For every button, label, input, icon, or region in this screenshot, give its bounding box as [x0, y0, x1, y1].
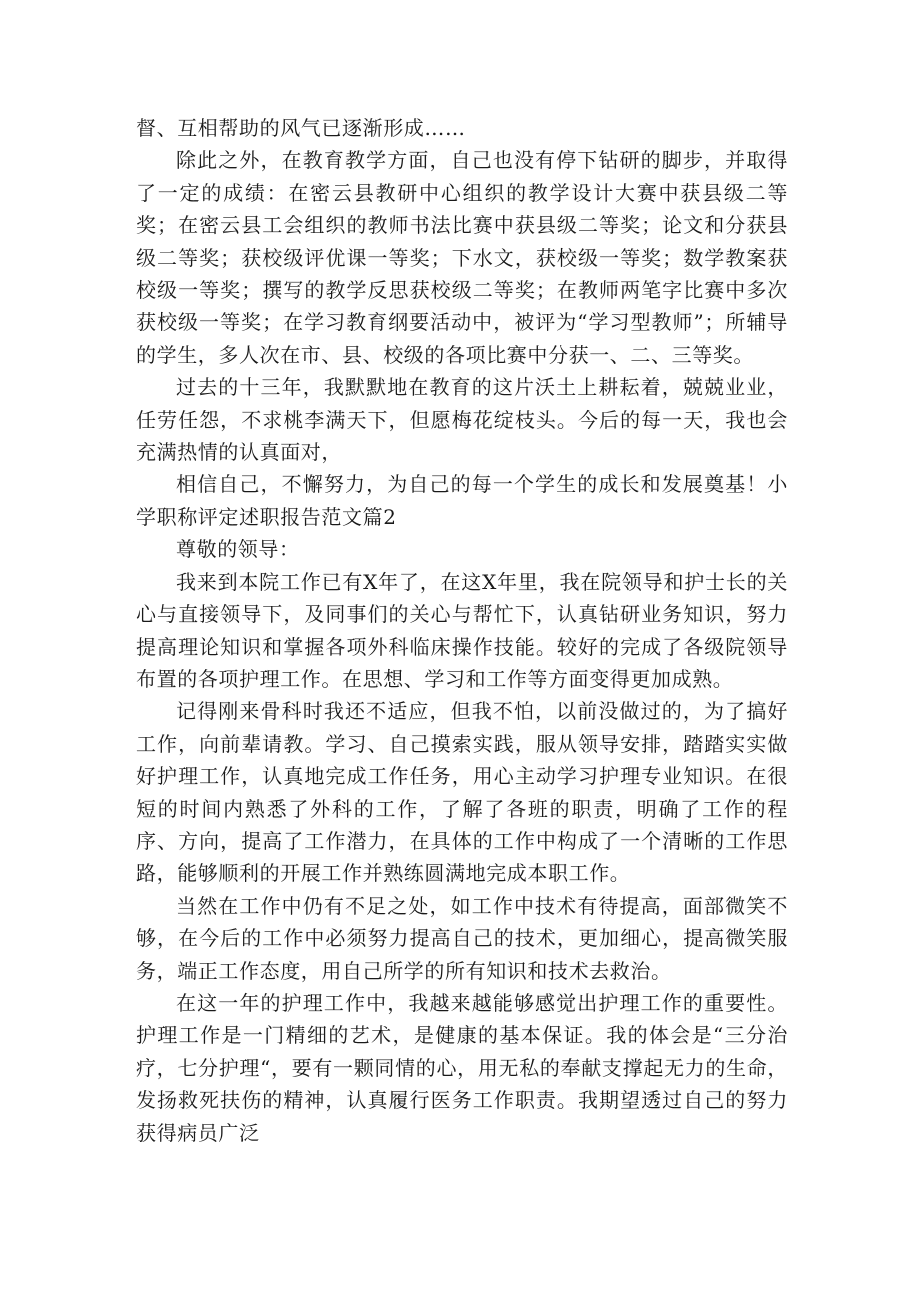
paragraph-orthopedics: 记得刚来骨科时我还不适应，但我不怕，以前没做过的，为了搞好工作，向前辈请教。学习、自己摸索实践，服从领导安排，踏踏实实做好护理工作，认真地完成工作任务，用心主动学习护理专业知识。在很短的时间内熟悉了外科的工作，了解了各班的职责，明确了工作的程序、方向，提高了工作潜力，在具体的工作中构成了一个清晰的工作思路，能够顺利的开展工作并熟练圆满地完成本职工作。: [136, 699, 788, 886]
paragraph-intro: 我来到本院工作已有X年了，在这X年里，我在院领导和护士长的关心与直接领导下，及同事们的关心与帮忙下，认真钻研业务知识，努力提高理论知识和掌握各项外科临床操作技能。较好的完成了各级院领导布置的各项护理工作。在思想、学习和工作等方面变得更加成熟。: [136, 569, 788, 691]
document-page: [136, 112, 788, 1149]
paragraph-achievements: 除此之外，在教育教学方面，自己也没有停下钻研的脚步，并取得了一定的成绩：在密云县教研中心组织的教学设计大赛中获县级二等奖；在密云县工会组织的教师书法比赛中获县级二等奖；论文和分获县级二等奖；获校级评优课一等奖；下水文，获校级一等奖；数学教案获校级一等奖；撰写的教学反思获校级二等奖；在教师两笔字比赛中多次获校级一等奖；在学习教育纲要活动中，被评为“学习型教师”；所辅导的学生，多人次在市、县、校级的各项比赛中分获一、二、三等奖。: [136, 148, 788, 367]
paragraph-nursing-importance: 在这一年的护理工作中，我越来越能够感觉出护理工作的重要性。护理工作是一门精细的艺术，是健康的基本保证。我的体会是“三分治疗，七分护理“，要有一颗同情的心，用无私的奉献支撑起无力的生命，发扬救死扶伤的精神，认真履行医务工作职责。我期望透过自己的努力获得病员广泛: [136, 990, 788, 1145]
paragraph-continuation: 督、互相帮助的风气已逐渐形成……: [136, 116, 466, 140]
paragraph-salutation: 尊敬的领导：: [176, 537, 300, 562]
paragraph-believe-title: 相信自己，不懈努力，为自己的每一个学生的成长和发展奠基！小学职称评定述职报告范文篇2: [136, 472, 788, 529]
paragraph-shortcomings: 当然在工作中仍有不足之处，如工作中技术有待提高，面部微笑不够，在今后的工作中必须努力提高自己的技术，更加细心，提高微笑服务，端正工作态度，用自己所学的所有知识和技术去救治。: [136, 893, 788, 983]
paragraph-past-years: 过去的十三年，我默默地在教育的这片沃土上耕耘着，兢兢业业，任劳任怨，不求桃李满天下，但愿梅花绽枝头。今后的每一天，我也会充满热情的认真面对，: [136, 375, 788, 465]
